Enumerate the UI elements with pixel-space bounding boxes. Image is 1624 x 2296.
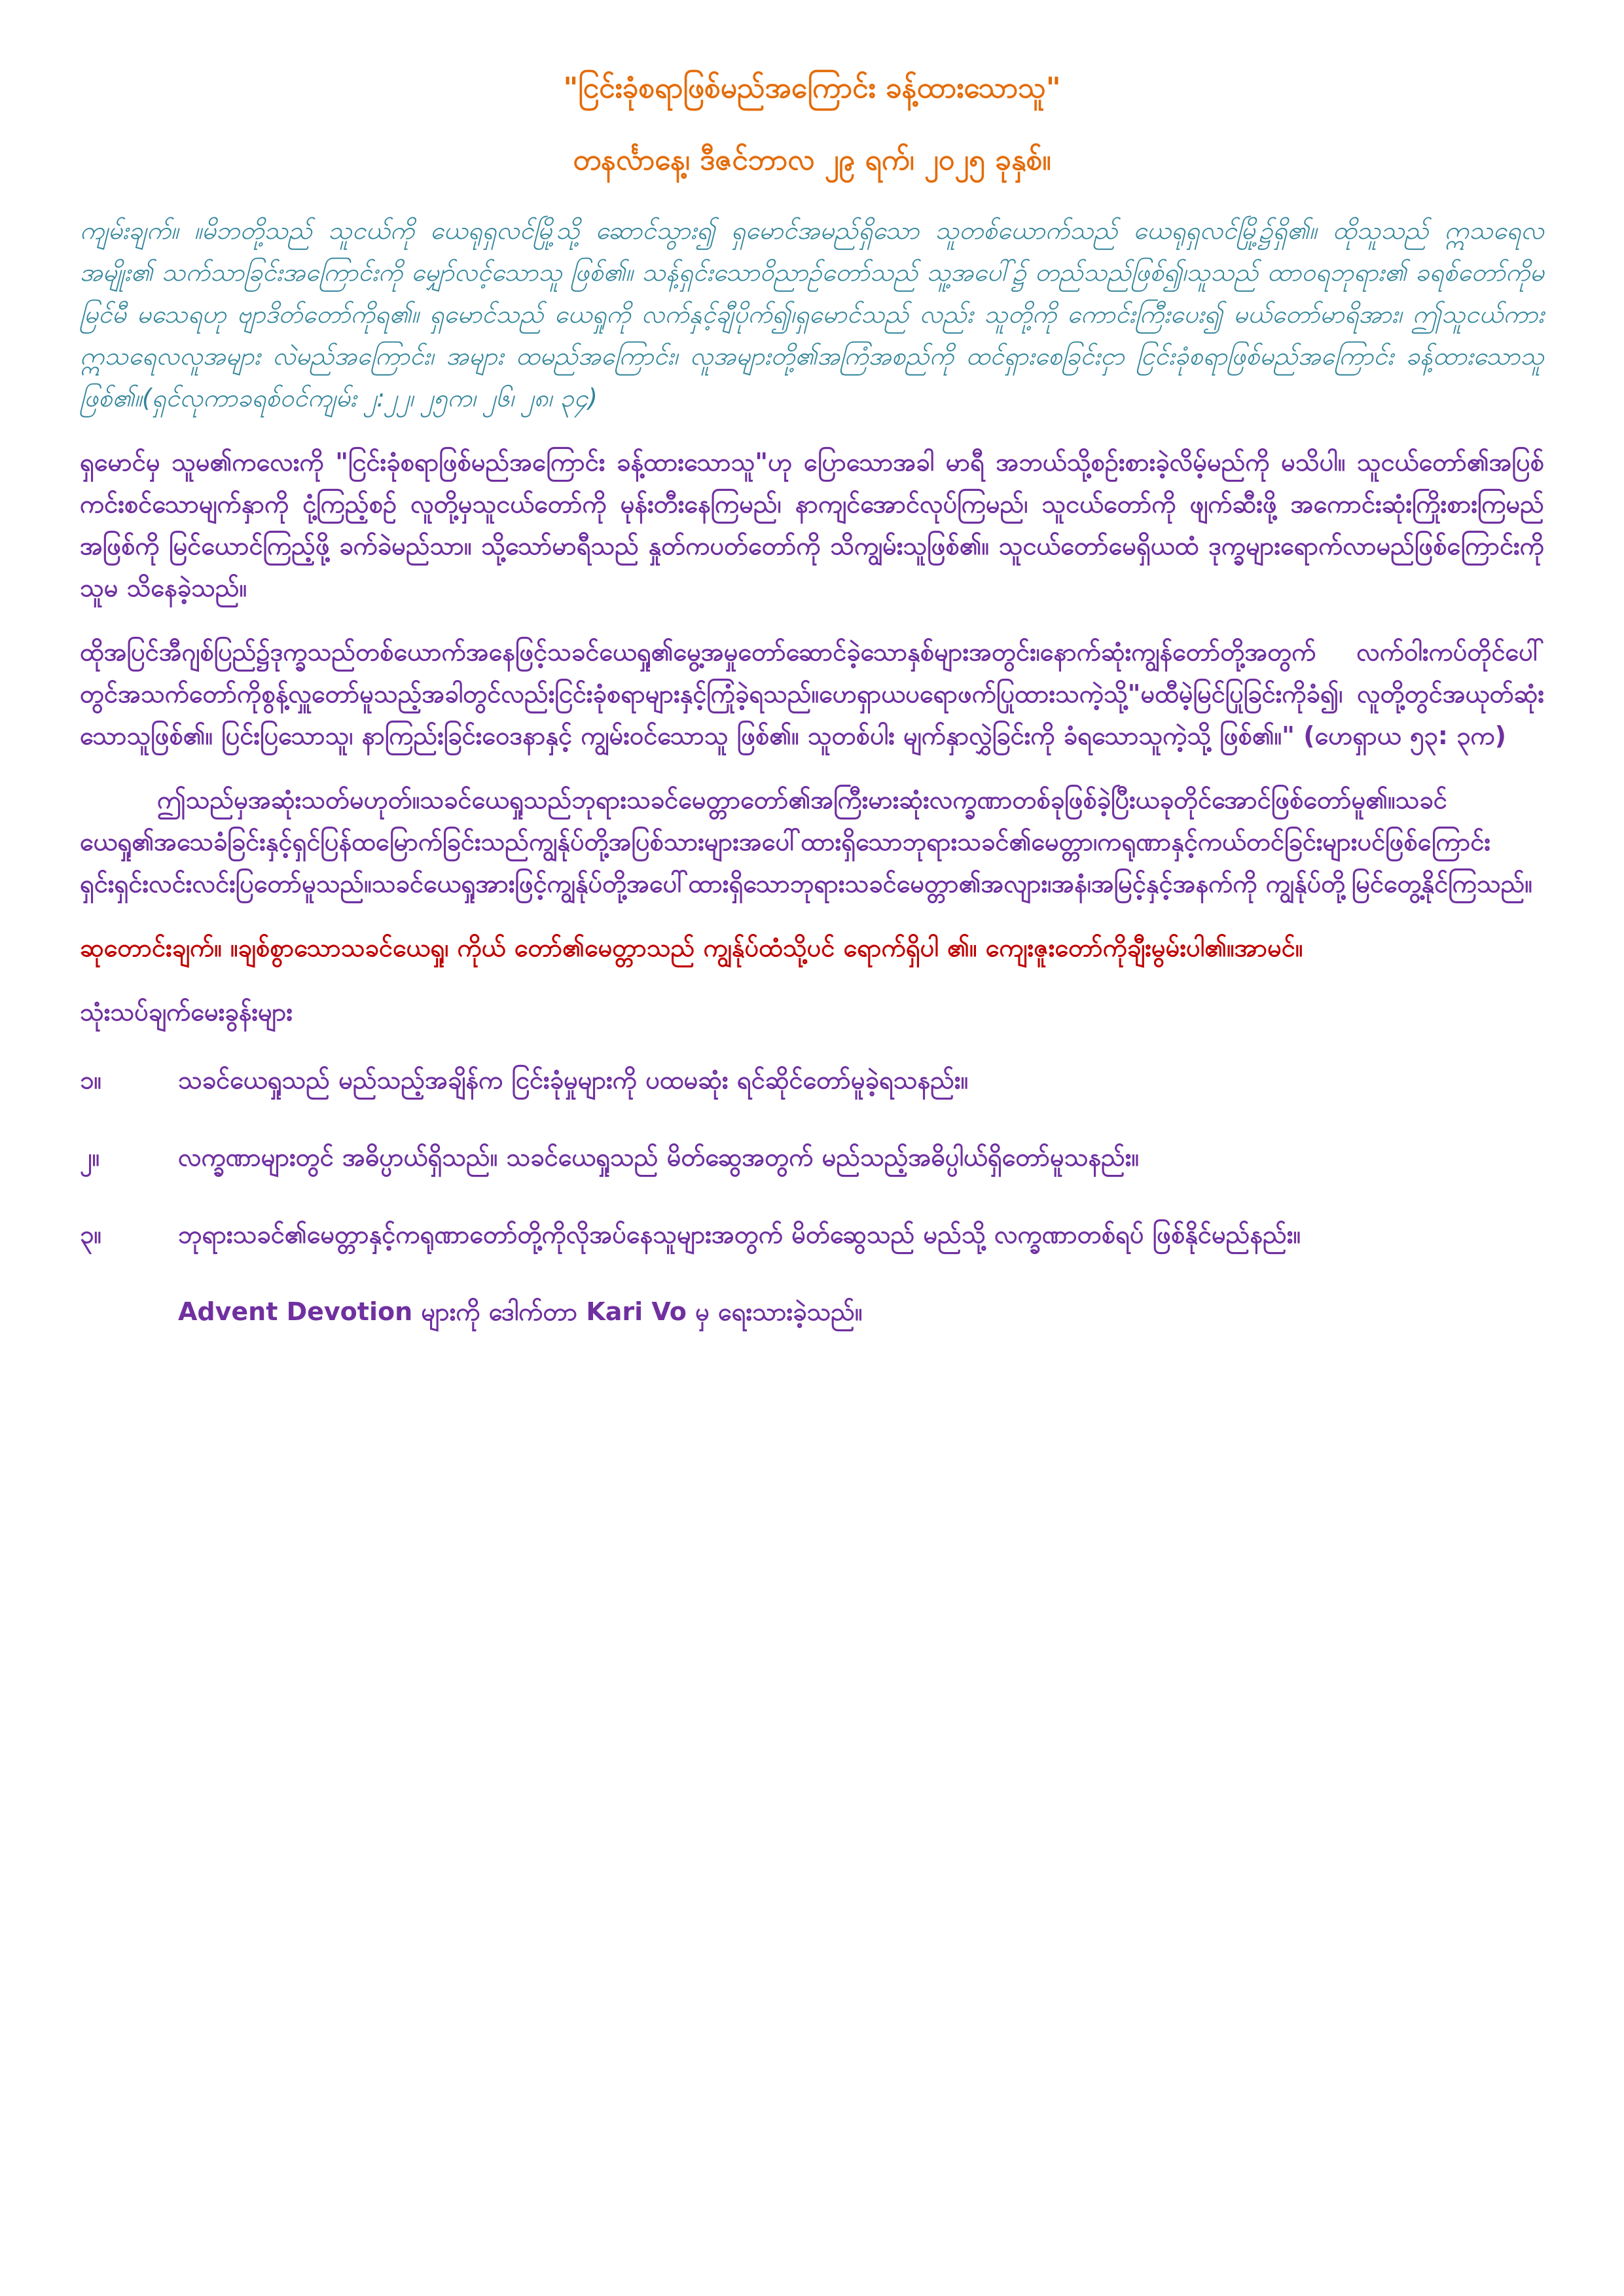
reflection-heading: သုံးသပ်ချက်မေးခွန်းများ: [80, 997, 293, 1026]
question-text: သခင်ယေရှုသည် မည်သည့်အချိန်က ငြင်းခုံမှုများကို ပထမဆုံး ရင်ဆိုင်တော်မူခဲ့ရသနည်း။: [178, 1066, 969, 1094]
prayer-paragraph: ဆုတောင်းချက်။ ။ချစ်စွာသောသခင်ယေရှု၊ ကိုယ် တော်၏မေတ္တာသည် ကျွန်ုပ်ထံသို့ပင် ရောက်ရှိပါ ၏။ ကျေးဇူးတော်ကိုချီးမွမ်းပါ၏။အာမင်။: [80, 933, 1303, 962]
body-paragraph-3: ဤသည်မှအဆုံးသတ်မဟုတ်။သခင်ယေရှုသည်ဘုရားသခင်မေတ္တာတော်၏အကြီးမားဆုံးလက္ခဏာတစ်ခုဖြစ်ခဲ့ပြီးယခုတိုင်အောင်ဖြစ်တော်မူ၏။သခင်ယေရှု၏အသေခံခြင်းနှင့်ရှင်ပြန်ထမြောက်ခြင်းသည်ကျွန်ုပ်တို့အပြစ်သားများအပေါ်ထားရှိသောဘုရားသခင်၏မေတ္တာ၊ကရုဏာနှင့်ကယ်တင်ခြင်းများပင်ဖြစ်ကြောင်းရှင်းရှင်းလင်းလင်းပြတော်မူသည်။သခင်ယေရှုအားဖြင့်ကျွန်ုပ်တို့အပေါ်ထားရှိသောဘုရားသခင်မေတ္တာ၏အလျား၊အနံ၊အမြင့်နှင့်အနက်ကို ကျွန်ုပ်တို့မြင်တွေ့နိုင်ကြသည်။: [80, 785, 1532, 898]
question-number: ၃။: [80, 1220, 101, 1249]
document-page: [80, 52, 1544, 1333]
question-number: ၁။: [80, 1066, 101, 1094]
reflection-question: [80, 1136, 1544, 1178]
body-paragraph-2: ထိုအပြင်အီဂျစ်ပြည်၌ဒုက္ခသည်တစ်ယောက်အနေဖြင့်သခင်ယေရှု၏မွေ့အမှုတော်ဆောင်ခဲ့သောနှစ်များအတွင်း၊နောက်ဆုံးကျွန်တော်တို့အတွက် လက်ဝါးကပ်တိုင်ပေါ်တွင်အသက်တော်ကိုစွန့်လှူတော်မူသည့်အခါတွင်လည်းငြင်းခုံစရာများနှင့်ကြုံခဲ့ရသည်။ဟေရှာယပရောဖက်ပြုထားသကဲ့သို့"မထီမဲ့မြင်ပြုခြင်းကိုခံ၍၊ လူတို့တွင်အယုတ်ဆုံးသောသူဖြစ်၏။ ပြင်းပြသောသူ၊ နာကြည်းခြင်းဝေဒနာနှင့် ကျွမ်းဝင်သောသူ ဖြစ်၏။ သူတစ်ပါး မျက်နှာလွှဲခြင်းကို ခံရသောသူကဲ့သို့ ဖြစ်၏။" (ဟေရှာယ ၅၃: ၃က): [80, 637, 1544, 750]
scripture-passage: ကျမ်းချက်။ ။မိဘတို့သည် သူငယ်ကို ယေရုရှလင်မြို့သို့ ဆောင်သွား၍ ရှမောင်အမည်ရှိသော သူတစ်ယောက်သည် ယေရုရှလင်မြို့၌ရှိ၏။ ထိုသူသည် ဣသရေလအမျိုး၏ သက်သာခြင်းအကြောင်းကို မျှော်လင့်သောသူ ဖြစ်၏။ သန့်ရှင်းသောဝိညာဉ်တော်သည် သူ့အပေါ်၌ တည်သည်ဖြစ်၍၊သူသည် ထာဝရဘုရား၏ ခရစ်တော်ကိုမမြင်မီ မသေရဟု ဗျာဒိတ်တော်ကိုရ၏။ ရှမောင်သည် ယေရှုကို လက်နှင့်ချီပိုက်၍၊ရှမောင်သည် လည်း သူတို့ကို ကောင်းကြီးပေး၍ မယ်တော်မာရိအား၊ ဤသူငယ်ကား ဣသရေလလူအများ လဲမည်အကြောင်း၊ အများ ထမည်အကြောင်း၊ လူအများတို့၏အကြံအစည်ကို ထင်ရှားစေခြင်းငှာ ငြင်းခုံစရာဖြစ်မည်အကြောင်း ခန့်ထားသောသူဖြစ်၏။(ရှင်လုကာခရစ်ဝင်ကျမ်း ၂:၂၂၊ ၂၅က၊ ၂၆၊ ၂၈၊ ၃၄): [80, 216, 1544, 412]
body-paragraph-1: ရှမောင်မှ သူမ၏ကလေးကို "ငြင်းခုံစရာဖြစ်မည်အကြောင်း ခန့်ထားသောသူ"ဟု ပြောသောအခါ မာရီ အဘယ်သို့စဥ်းစားခဲ့လိမ့်မည်ကို မသိပါ။ သူငယ်တော်၏အပြစ်ကင်းစင်သောမျက်နှာကို ငုံ့ကြည့်စဥ် လူတို့မှသူငယ်တော်ကို မုန်းတီးနေကြမည်၊ နာကျင်အောင်လုပ်ကြမည်၊ သူငယ်တော်ကို ဖျက်ဆီးဖို့ အကောင်းဆုံးကြိုးစားကြမည်အဖြစ်ကို မြင်ယောင်ကြည့်ဖို့ ခက်ခဲမည်သာ။ သို့သော်မာရီသည် နှုတ်ကပတ်တော်ကို သိကျွမ်းသူဖြစ်၏။ သူငယ်တော်မေရှိယထံ ဒုက္ခများရောက်လာမည်ဖြစ်ကြောင်းကို သူမ သိနေခဲ့သည်။: [80, 448, 1544, 602]
reflection-question: [80, 1213, 1544, 1255]
date-line: တနင်္လာနေ့၊ ဒီဇင်ဘာလ ၂၉ ရက်၊ ၂၀၂၅ ခုနှစ်။: [573, 143, 1051, 177]
question-number: ၂။: [80, 1143, 100, 1172]
question-text: လက္ခဏာများတွင် အဓိပ္ပာယ်ရှိသည်။ သခင်ယေရှုသည် မိတ်ဆွေအတွက် မည်သည့်အဓိပ္ပါယ်ရှိတော်မူသနည်း။: [178, 1143, 1140, 1172]
reflection-question-list: [80, 1059, 1544, 1255]
question-text: ဘုရားသခင်၏မေတ္တာနှင့်ကရုဏာတော်တို့ကိုလိုအပ်နေသူများအတွက် မိတ်ဆွေသည် မည်သို့ လက္ခဏာတစ်ရပ် ဖြစ်နိုင်မည်နည်း။: [178, 1220, 1301, 1249]
reflection-question: [80, 1059, 1544, 1101]
author-credit: Advent Devotion များကို ဒေါက်တာ Kari Vo မှ ရေးသားခဲ့သည်။: [178, 1297, 863, 1326]
page-title: "ငြင်းခုံစရာဖြစ်မည်အကြောင်း ခန့်ထားသောသူ": [563, 71, 1061, 105]
